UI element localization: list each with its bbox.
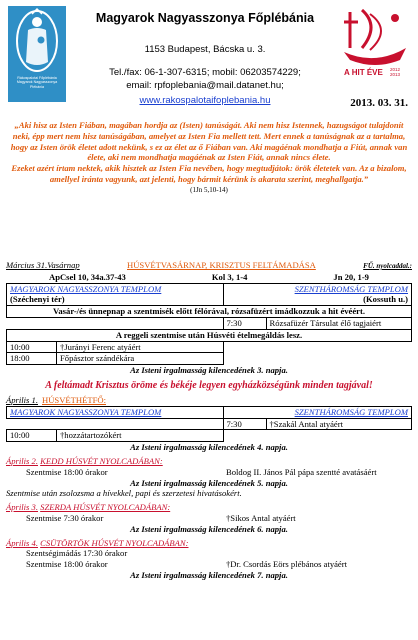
mass-intention: †Jurányi Ferenc atyáért [57, 341, 224, 353]
email-line: email: rpfoplebania@mail.datanet.hu; [126, 80, 284, 91]
blessing-note: A reggeli szentmise után Húsvéti ételmegáldás lesz. [7, 329, 412, 341]
mass-intention: †Szakál Antal atyáért [266, 418, 412, 430]
mass-time: Szentmise 18:00 órakor [26, 466, 108, 477]
contact-info [70, 66, 340, 92]
mass-intention: †Sikos Antal atyáért [226, 512, 296, 523]
parish-title: Magyarok Nagyasszonya Főplébánia [95, 11, 315, 25]
tuesday-heading [6, 456, 412, 467]
madonna-icon [8, 6, 66, 76]
monday-heading [6, 395, 412, 406]
mass-time: 10:00 [7, 341, 57, 353]
parish-logo [8, 6, 66, 102]
wednesday-heading [6, 502, 412, 513]
logo-caption: Rákospalotai Főplébánia Magyarok Nagyasszonya Plébánia [16, 76, 58, 89]
sunday-heading [6, 260, 412, 272]
thursday-heading [6, 538, 412, 549]
church-left-place: (Széchenyi tér) [7, 294, 224, 305]
reading-1: ApCsel 10, 34a.37-43 [48, 271, 126, 282]
mass-schedule [6, 260, 412, 581]
mass-time: Szentmise 7:30 órakor [26, 512, 104, 523]
table-row [7, 306, 412, 318]
website-link[interactable]: www.rakospalotaifoplebania.hu [139, 95, 271, 106]
mass-time: 7:30 [223, 418, 266, 430]
church-right-place: (Kossuth u.) [223, 294, 412, 305]
easter-greeting: A feltámadt Krisztus öröme és békéje legyen egyházközségünk minden tagjával! [45, 379, 373, 391]
year-of-faith-label: A HIT ÉVE [344, 68, 383, 77]
table-row [7, 294, 412, 305]
sunday-readings [6, 272, 412, 283]
table-row [7, 418, 412, 430]
wednesday-date: Április 3. [6, 502, 38, 513]
mass-time: 18:00 [7, 353, 57, 365]
thursday-mass [6, 559, 412, 570]
mass-time: 10:00 [7, 430, 57, 442]
mass-time: Szentmise 18:00 órakor [26, 559, 108, 570]
mass-intention: †hozzátartozókért [57, 430, 224, 442]
table-row [7, 317, 412, 329]
wednesday-mercy: Az Isteni irgalmasság kilencedének 6. napja. [130, 523, 288, 534]
year-end: 2013 [390, 72, 401, 77]
table-row [7, 329, 412, 341]
reading-2: Kol 3, 1-4 [211, 271, 248, 282]
table-row [7, 341, 412, 353]
church-left: MAGYAROK NAGYASSZONYA TEMPLOM [7, 406, 224, 418]
monday-mercy: Az Isteni irgalmasság kilencedének 4. napja. [130, 442, 288, 453]
table-row [7, 283, 412, 294]
year-of-faith-years [390, 67, 400, 77]
sunday-table [6, 283, 412, 366]
church-right: SZENTHÁROMSÁG TEMPLOM [223, 283, 412, 294]
tuesday-note: Szentmise után zsolozsma a hívekkel, papi és szerzetesi hivatásokért. [6, 488, 242, 499]
tuesday-mass [6, 467, 412, 478]
wednesday-mass [6, 513, 412, 524]
year-of-faith-logo [340, 4, 410, 84]
reading-3: Jn 20, 1-9 [333, 271, 369, 282]
quote-reference: (1Jn 5,10-14) [190, 185, 228, 194]
year-start: 2012 [390, 67, 401, 72]
monday-date: Április 1. [6, 394, 38, 405]
mass-intention: Boldog II. János Pál pápa szentté avatásáért [226, 466, 377, 477]
table-row [7, 430, 412, 442]
tuesday-feast: KEDD HÚSVÉT NYOLCADÁBAN: [40, 455, 163, 466]
mass-intention: Rózsafüzér Társulat élő tagjaiért [266, 317, 412, 329]
sunday-octave: FŰ. nyolcaddal.: [363, 262, 412, 270]
bulletin-date: 2013. 03. 31. [350, 97, 408, 109]
thursday-mercy: Az Isteni irgalmasság kilencedének 7. napja. [130, 569, 288, 580]
mass-intention: Főpásztor szándékára [57, 353, 224, 365]
thursday-date: Április 4. [6, 537, 38, 548]
tuesday-date: Április 2. [6, 455, 38, 466]
monday-table [6, 406, 412, 442]
wednesday-feast: SZERDA HÚSVÉT NYOLCADÁBAN: [40, 502, 171, 513]
quote-text: „Aki hisz az Isten Fiában, magában hordja az (Isten) tanúságát. Aki nem hisz Istennek, hazugságot tulajdonít neki, épp mert nem hisz tanúságában, amelyet az Isten Fia mellett tett. Mert ennek a tanúságnak az a tartalma, hogy az Isten örök életet adott nekünk, s ez az élet az ő Fiában van. Aki magáénak mondhatja a Fiút, annak van élete, aki nem mondhatja magáénak az Isten Fiát, annak nincs élete. [10, 120, 408, 163]
table-row [7, 406, 412, 418]
mass-intention: †Dr. Csordás Eörs plébános atyáért [226, 559, 348, 570]
thursday-adoration: Szentségimádás 17:30 órakor [26, 548, 128, 559]
church-left: MAGYAROK NAGYASSZONYA TEMPLOM [7, 283, 224, 294]
table-row [7, 353, 412, 365]
church-right: SZENTHÁROMSÁG TEMPLOM [223, 406, 412, 418]
mass-time: 7:30 [223, 317, 266, 329]
thursday-feast: CSÜTÖRTÖK HÚSVÉT NYOLCADÁBAN: [40, 537, 189, 548]
monday-feast: HÚSVÉTHÉTFŐ: [42, 394, 106, 405]
parish-address: 1153 Budapest, Bácska u. 3. [144, 44, 266, 55]
scripture-quote [10, 120, 408, 196]
quote-text-2: Ezeket azért írtam nektek, akik hisztek az Isten Fia nevében, hogy megtudjátok: örök életetek van. Az a bizalom, amellyel iránta vagyunk, azt jelenti, hogy bármit kérünk is akarata szerint, meghallgatja.” [11, 163, 407, 184]
phone-line: Tel./fax: 06-1-307-6315; mobil: 06203574229; [109, 67, 301, 78]
tuesday-mercy: Az Isteni irgalmasság kilencedének 5. napja. [130, 477, 288, 488]
sunday-mercy: Az Isteni irgalmasság kilencedének 3. napja. [130, 365, 288, 376]
sunday-date: Március 31.Vasárnap [6, 260, 80, 270]
sunday-feast: HÚSVÉTVASÁRNAP, KRISZTUS FELTÁMADÁSA [127, 260, 316, 270]
rosary-note: Vasár-/és ünnepnap a szentmisék előtt félórával, rózsafüzért imádkozzuk a hit évéért. [7, 306, 412, 318]
